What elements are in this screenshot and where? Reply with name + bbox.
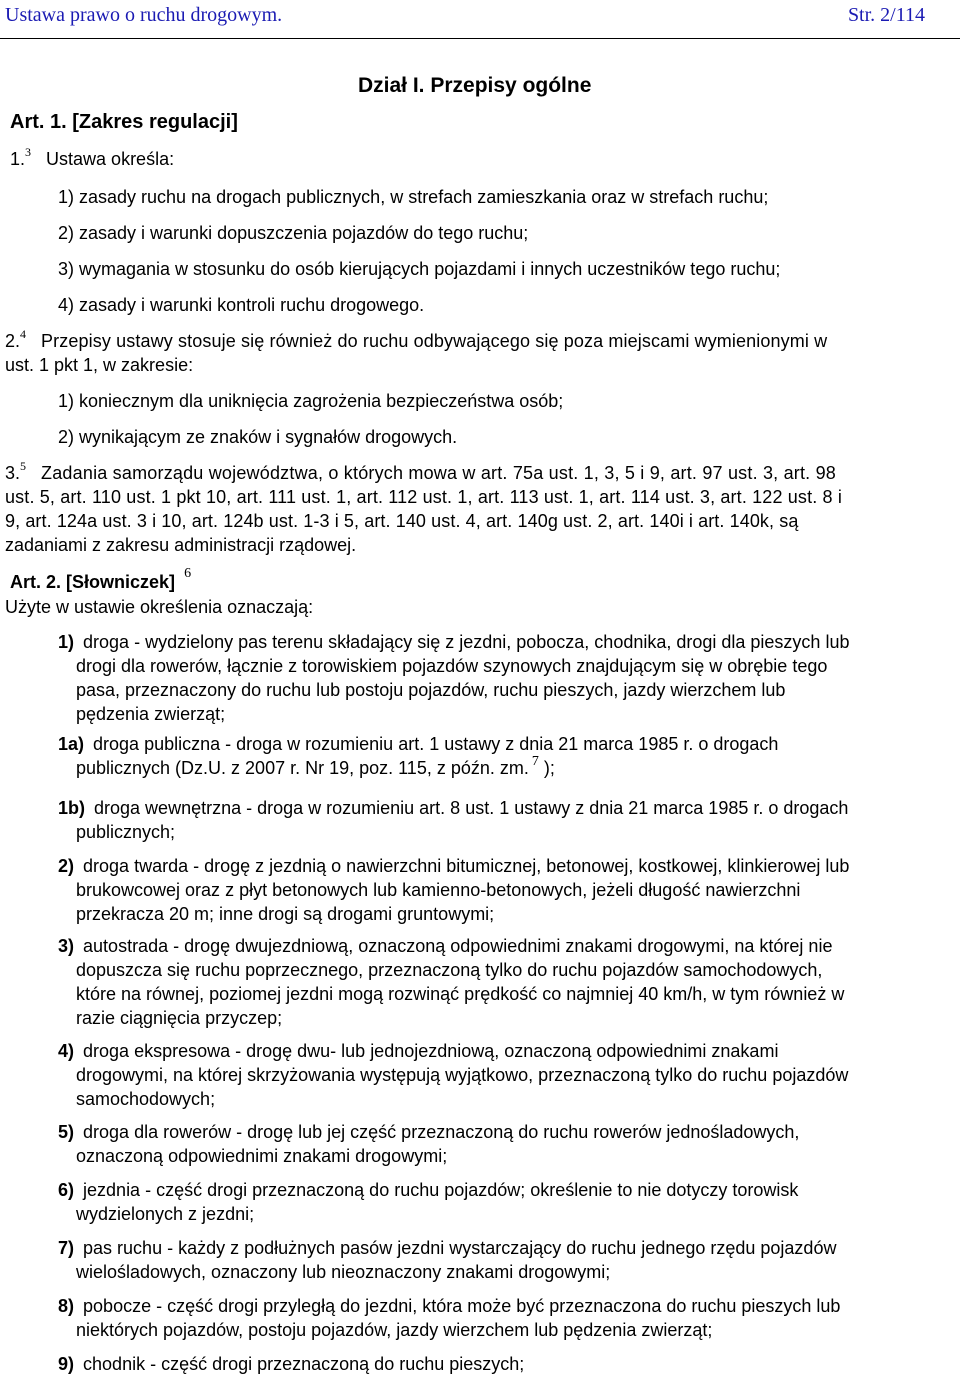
definition-first-line bbox=[58, 796, 958, 820]
definition-first-line bbox=[58, 1236, 958, 1260]
definition-item bbox=[58, 1352, 958, 1376]
footnote-ref: 7 bbox=[531, 754, 539, 769]
paragraph-number: 2. bbox=[5, 331, 21, 351]
art1-item-1: 1) zasady ruchu na drogach publicznych, w strefach zamieszkania oraz w strefach ruchu; bbox=[58, 187, 769, 207]
definition-text: droga twarda - drogę z jezdnią o nawierzchni bitumicznej, betonowej, kostkowej, klinkierowej lub bbox=[83, 856, 850, 876]
definition-text: drogowymi, na której skrzyżowania występują wyjątkowo, przeznaczoną tylko do ruchu pojazdów bbox=[76, 1065, 849, 1085]
definition-item bbox=[58, 1178, 958, 1226]
definition-text: pasa, przeznaczony do ruchu lub postoju pojazdów, ruchu pieszych, jazdy wierzchem lub bbox=[76, 680, 786, 700]
definition-line bbox=[58, 878, 958, 902]
paragraph-number: 3. bbox=[5, 463, 21, 483]
definition-text: ); bbox=[538, 758, 555, 778]
definition-text: brukowcowej oraz z płyt betonowych lub kamienno-betonowych, jeżeli długość nawierzchni bbox=[76, 880, 801, 900]
definition-item bbox=[58, 854, 958, 926]
footnote-ref: 3 bbox=[25, 145, 32, 159]
definition-item bbox=[58, 630, 958, 726]
definition-first-line bbox=[58, 1352, 958, 1376]
art2-intro: Użyte w ustawie określenia oznaczają: bbox=[5, 597, 314, 617]
definition-number: 6) bbox=[58, 1180, 75, 1200]
art1-item-2: 2) zasady i warunki dopuszczenia pojazdów do tego ruchu; bbox=[58, 223, 529, 243]
definition-line bbox=[58, 1318, 958, 1342]
definition-text: oznaczoną odpowiednimi znakami drogowymi; bbox=[76, 1146, 448, 1166]
definition-number: 8) bbox=[58, 1296, 75, 1316]
art1-p2-item-1: 1) koniecznym dla uniknięcia zagrożenia bezpieczeństwa osób; bbox=[58, 391, 564, 411]
art1-paragraph-3 bbox=[5, 461, 836, 487]
definition-line bbox=[58, 654, 958, 678]
definition-text: publicznych; bbox=[76, 822, 176, 842]
definition-line bbox=[58, 982, 958, 1006]
footnote-ref: 4 bbox=[20, 327, 27, 341]
definition-line bbox=[58, 1006, 958, 1030]
footnote-ref: 6 bbox=[184, 566, 192, 581]
definition-text: wielośladowych, oznaczony lub nieoznaczony znakami drogowymi; bbox=[76, 1262, 611, 1282]
definition-item bbox=[58, 1294, 958, 1342]
definition-text: droga publiczna - droga w rozumieniu art. 1 ustawy z dnia 21 marca 1985 r. o drogach bbox=[93, 734, 779, 754]
definition-first-line bbox=[58, 1039, 958, 1063]
definition-text: przekracza 20 m; inne drogi są drogami gruntowymi; bbox=[76, 904, 495, 924]
art1-paragraph-2-cont: ust. 1 pkt 1, w zakresie: bbox=[5, 355, 194, 375]
definition-text: razie ciągnięcia przyczep; bbox=[76, 1008, 283, 1028]
definition-text: droga - wydzielony pas terenu składający się z jezdni, pobocza, chodnika, drogi dla pieszych lub bbox=[83, 632, 850, 652]
paragraph-text: Zadania samorządu województwa, o których mowa w art. 75a ust. 1, 3, 5 i 9, art. 97 ust. 3, art. 98 bbox=[41, 463, 837, 483]
definition-text: pas ruchu - każdy z podłużnych pasów jezdni wystarczający do ruchu jednego rzędu pojazdów bbox=[83, 1238, 837, 1258]
definition-item bbox=[58, 934, 958, 1030]
definition-line bbox=[58, 678, 958, 702]
definition-item bbox=[58, 1236, 958, 1284]
definition-line bbox=[58, 1063, 958, 1087]
art1-paragraph-1 bbox=[10, 147, 174, 173]
definition-first-line bbox=[58, 630, 958, 654]
definition-first-line bbox=[58, 934, 958, 958]
definition-line bbox=[58, 820, 958, 844]
definition-item bbox=[58, 1120, 958, 1168]
definition-text: autostrada - drogę dwujezdniową, oznaczoną odpowiednimi znakami drogowymi, na której nie bbox=[83, 936, 833, 956]
definition-text: chodnik - część drogi przeznaczoną do ruchu pieszych; bbox=[83, 1354, 525, 1374]
art1-item-3: 3) wymagania w stosunku do osób kierujących pojazdami i innych uczestników tego ruchu; bbox=[58, 259, 781, 279]
definition-number: 5) bbox=[58, 1122, 75, 1142]
definition-text: które na równej, poziomej jezdni mogą rozwinąć prędkość co najmniej 40 km/h, w tym również w bbox=[76, 984, 845, 1004]
page-header bbox=[0, 0, 960, 39]
definition-text: wydzielonych z jezdni; bbox=[76, 1204, 255, 1224]
definition-first-line bbox=[58, 1178, 958, 1202]
definition-text: dopuszcza się ruchu poprzecznego, przeznaczoną tylko do ruchu pojazdów samochodowych, bbox=[76, 960, 823, 980]
definition-line bbox=[58, 1202, 958, 1226]
definition-number: 9) bbox=[58, 1354, 75, 1374]
art1-paragraph-3-line-3: 9, art. 124a ust. 3 i 10, art. 124b ust. 1-3 i 5, art. 140 ust. 4, art. 140g ust. 2, art. 140i i art. 140k, są bbox=[5, 511, 799, 531]
definition-number: 1) bbox=[58, 632, 75, 652]
definition-line bbox=[58, 702, 958, 726]
art1-paragraph-3-line-2: ust. 5, art. 110 ust. 1 pkt 10, art. 111 ust. 1, art. 112 ust. 1, art. 113 ust. 1, art. 114 ust. 3, art. 122 ust. 8 i bbox=[5, 487, 842, 507]
art1-p2-item-2: 2) wynikającym ze znaków i sygnałów drogowych. bbox=[58, 427, 458, 447]
definition-text: niektórych pojazdów, postoju pojazdów, jazdy wierzchem lub pędzenia zwierząt; bbox=[76, 1320, 713, 1340]
art1-item-4: 4) zasady i warunki kontroli ruchu drogowego. bbox=[58, 295, 425, 315]
definition-line bbox=[58, 958, 958, 982]
paragraph-text: Ustawa określa: bbox=[46, 149, 175, 169]
definition-number: 1b) bbox=[58, 798, 85, 818]
definition-first-line bbox=[58, 854, 958, 878]
definition-text: pobocze - część drogi przyległą do jezdni, która może być przeznaczona do ruchu pieszych lub bbox=[83, 1296, 841, 1316]
paragraph-text: Przepisy ustawy stosuje się również do ruchu odbywającego się poza miejscami wymienionymi w bbox=[41, 331, 828, 351]
definition-number: 4) bbox=[58, 1041, 75, 1061]
page-number: Str. 2/114 bbox=[847, 4, 925, 26]
definition-text: pędzenia zwierząt; bbox=[76, 704, 226, 724]
definition-line bbox=[58, 1087, 958, 1111]
definition-text: drogi dla rowerów, łącznie z torowiskiem pojazdów szynowych znajdującym się w obrębie tego bbox=[76, 656, 828, 676]
art1-heading: Art. 1. [Zakres regulacji] bbox=[10, 111, 238, 133]
definition-text: jezdnia - część drogi przeznaczoną do ruchu pojazdów; określenie to nie dotyczy torowisk bbox=[83, 1180, 799, 1200]
definition-number: 7) bbox=[58, 1238, 75, 1258]
definition-line bbox=[58, 1260, 958, 1284]
document-title: Ustawa prawo o ruchu drogowym. bbox=[5, 4, 283, 26]
definition-first-line bbox=[58, 732, 958, 756]
definition-text: publicznych (Dz.U. z 2007 r. Nr 19, poz. 115, z późn. zm. bbox=[76, 758, 529, 778]
definition-number: 3) bbox=[58, 936, 75, 956]
definition-line bbox=[58, 902, 958, 926]
definition-item bbox=[58, 1039, 958, 1111]
definition-item bbox=[58, 732, 958, 783]
art1-paragraph-2 bbox=[5, 329, 827, 355]
definition-first-line bbox=[58, 1120, 958, 1144]
footnote-ref: 5 bbox=[20, 459, 27, 473]
art1-paragraph-3-line-4: zadaniami z zakresu administracji rządowej. bbox=[5, 535, 357, 555]
definition-number: 1a) bbox=[58, 734, 85, 754]
art2-heading: Art. 2. [Słowniczek] $^6$ bbox=[10, 566, 192, 592]
section-title: Dział I. Przepisy ogólne bbox=[358, 74, 592, 97]
definition-text: droga dla rowerów - drogę lub jej część przeznaczoną do ruchu rowerów jednośladowych, bbox=[83, 1122, 800, 1142]
definition-item bbox=[58, 796, 958, 844]
definition-number: 2) bbox=[58, 856, 75, 876]
definition-text: droga wewnętrzna - droga w rozumieniu art. 8 ust. 1 ustawy z dnia 21 marca 1985 r. o drogach bbox=[94, 798, 849, 818]
definition-text: samochodowych; bbox=[76, 1089, 216, 1109]
definition-line bbox=[58, 756, 958, 783]
definition-text: droga ekspresowa - drogę dwu- lub jednojezdniową, oznaczoną odpowiednimi znakami bbox=[83, 1041, 779, 1061]
definition-line bbox=[58, 1144, 958, 1168]
paragraph-number: 1. bbox=[10, 149, 26, 169]
definition-first-line bbox=[58, 1294, 958, 1318]
